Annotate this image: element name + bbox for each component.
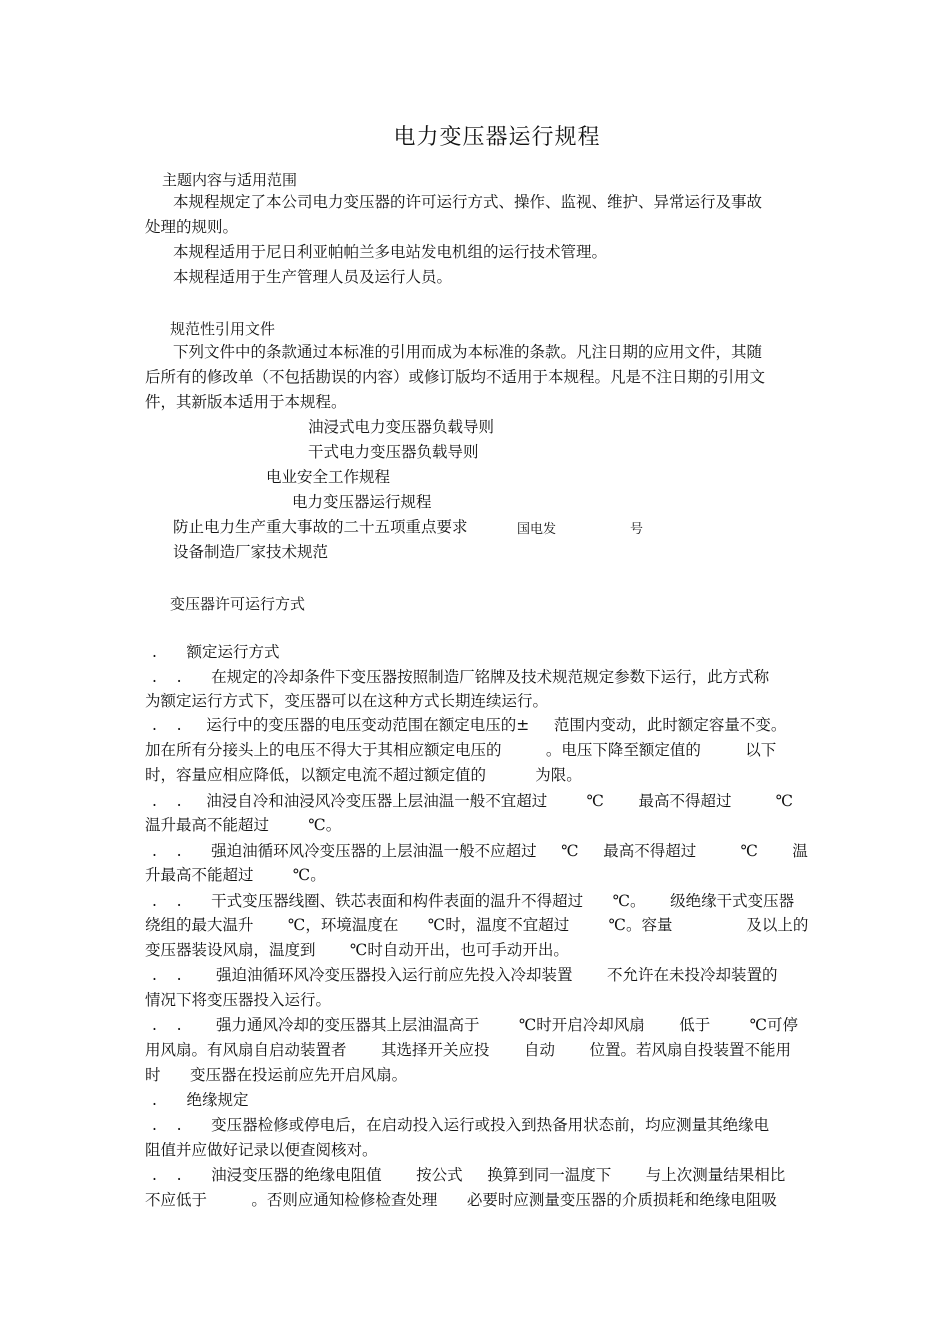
clause-line: 时 变压器在投运前应先开启风扇。	[145, 1066, 408, 1084]
subsection-heading: . 绝缘规定	[152, 1091, 249, 1109]
paragraph-line: 处理的规则。	[145, 218, 239, 236]
clause-line: 加在所有分接头上的电压不得大于其相应额定电压的 。电压下降至额定值的 以下	[145, 741, 777, 759]
clause-line: . . 变压器检修或停电后，在启动投入运行或投入到热备用状态前，均应测量其绝缘电	[152, 1116, 770, 1134]
reference-item: 油浸式电力变压器负载导则	[308, 418, 495, 436]
clause-line: . . 在规定的冷却条件下变压器按照制造厂铭牌及技术规范规定参数下运行，此方式称	[152, 668, 770, 686]
clause-line: . . 强迫油循环风冷变压器投入运行前应先投入冷却装置 不允许在未投冷却装置的	[152, 966, 778, 984]
page-title: 电力变压器运行规程	[393, 125, 601, 150]
reference-item: 干式电力变压器负载导则	[308, 443, 479, 461]
clause-line: 用风扇。有风扇自启动装置者 其选择开关应投 自动 位置。若风扇自投装置不能用	[145, 1041, 791, 1059]
paragraph-line: 本规程适用于尼日利亚帕帕兰多电站发电机组的运行技术管理。	[173, 243, 608, 261]
paragraph-line: 件，其新版本适用于本规程。	[145, 393, 347, 411]
clause-line: 为额定运行方式下，变压器可以在这种方式长期连续运行。	[145, 692, 549, 710]
paragraph-line: 本规程规定了本公司电力变压器的许可运行方式、操作、监视、维护、异常运行及事故	[173, 193, 763, 211]
subsection-heading: . 额定运行方式	[152, 643, 280, 661]
clause-line: 不应低于 。否则应通知检修检查处理 必要时应测量变压器的介质损耗和绝缘电阻吸	[145, 1191, 777, 1209]
clause-line: 变压器装设风扇，温度到 ℃时自动开出，也可手动开出。	[145, 941, 569, 959]
reference-item: 防止电力生产重大事故的二十五项重点要求	[173, 518, 468, 536]
paragraph-line: 本规程适用于生产管理人员及运行人员。	[173, 268, 453, 286]
clause-line: 温升最高不能超过 ℃。	[145, 816, 342, 834]
clause-line: 情况下将变压器投入运行。	[145, 991, 332, 1009]
clause-line: . . 运行中的变压器的电压变动范围在额定电压的± 范围内变动，此时额定容量不变。	[152, 716, 787, 734]
clause-line: 升最高不能超过 ℃。	[145, 866, 326, 884]
reference-item: 电力变压器运行规程	[292, 493, 432, 511]
clause-line: . . 强力通风冷却的变压器其上层油温高于 ℃时开启冷却风扇 低于 ℃可停	[152, 1016, 799, 1034]
section-heading-operation: 变压器许可运行方式	[170, 595, 306, 613]
clause-line: . . 干式变压器线圈、铁芯表面和构件表面的温升不得超过 ℃。 级绝缘干式变压器	[152, 892, 795, 910]
paragraph-line: 下列文件中的条款通过本标准的引用而成为本标准的条款。凡注日期的应用文件，其随	[173, 343, 763, 361]
reference-item: 电业安全工作规程	[266, 468, 391, 486]
section-heading-scope: 主题内容与适用范围	[162, 171, 298, 189]
clause-line: 阻值并应做好记录以便查阅核对。	[145, 1141, 378, 1159]
clause-line: 绕组的最大温升 ℃，环境温度在 ℃时，温度不宜超过 ℃。容量 及以上的	[145, 916, 809, 934]
clause-line: 时，容量应相应降低，以额定电流不超过额定值的 为限。	[145, 766, 582, 784]
clause-line: . . 强迫油循环风冷变压器的上层油温一般不应超过 ℃ 最高不得超过 ℃ 温	[152, 842, 808, 860]
section-heading-references: 规范性引用文件	[170, 320, 276, 338]
clause-line: . . 油浸变压器的绝缘电阻值 按公式 换算到同一温度下 与上次测量结果相比	[152, 1166, 786, 1184]
clause-line: . . 油浸自冷和油浸风冷变压器上层油温一般不宜超过 ℃ 最高不得超过 ℃	[152, 792, 794, 810]
reference-note: 号	[630, 522, 644, 537]
reference-item: 设备制造厂家技术规范	[173, 543, 329, 561]
reference-note: 国电发	[517, 522, 557, 537]
paragraph-line: 后所有的修改单（不包括勘误的内容）或修订版均不适用于本规程。凡是不注日期的引用文	[145, 368, 766, 386]
